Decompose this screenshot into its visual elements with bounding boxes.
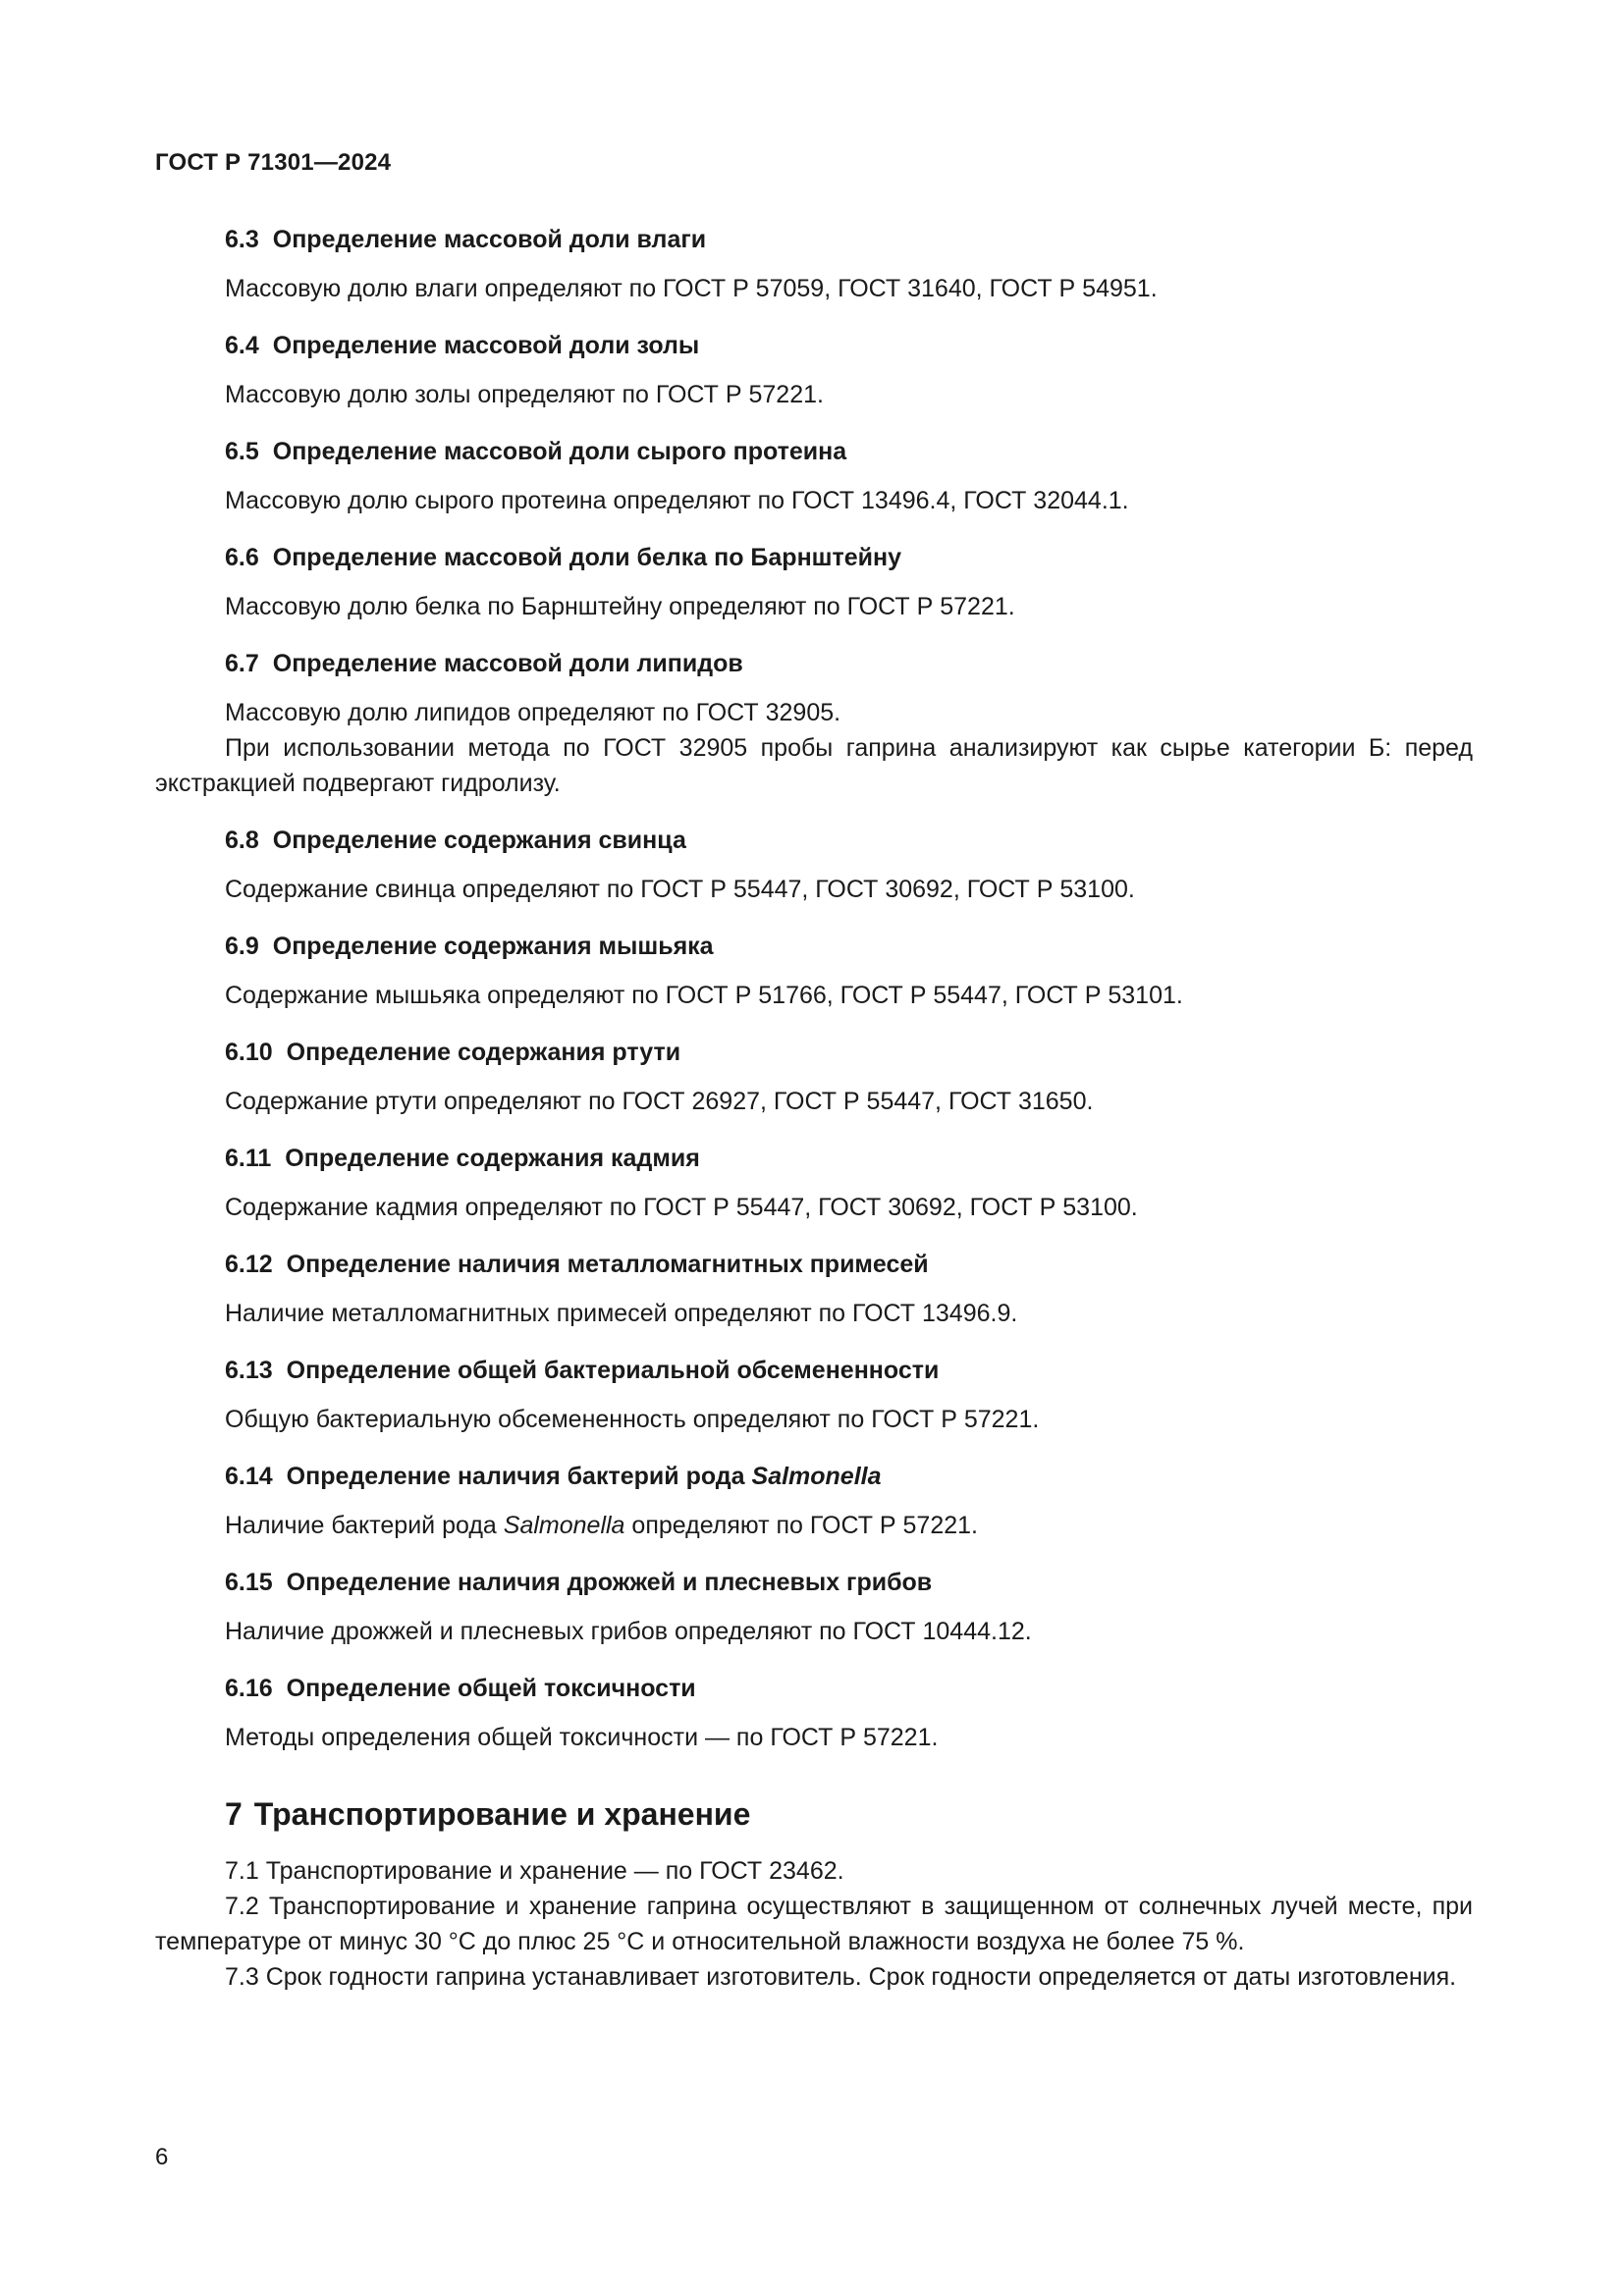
- section-body: Общую бактериальную обсемененность определяют по ГОСТ Р 57221.: [225, 1406, 1040, 1433]
- document-content: [155, 222, 1473, 1995]
- section-number: 6.13: [225, 1357, 273, 1384]
- section-heading: [225, 1353, 1473, 1388]
- section-heading: [225, 1565, 1473, 1600]
- section-body: Содержание кадмия определяют по ГОСТ Р 55447, ГОСТ 30692, ГОСТ Р 53100.: [225, 1194, 1138, 1221]
- section-heading: [225, 1671, 1473, 1706]
- section-heading: [225, 222, 1473, 257]
- section-heading: [225, 823, 1473, 858]
- section-number: 6.7: [225, 650, 259, 677]
- section-body: Содержание мышьяка определяют по ГОСТ Р 51766, ГОСТ Р 55447, ГОСТ Р 53101.: [225, 982, 1183, 1009]
- section-body: Методы определения общей токсичности — по ГОСТ Р 57221.: [225, 1724, 939, 1751]
- section-body: Массовую долю влаги определяют по ГОСТ Р 57059, ГОСТ 31640, ГОСТ Р 54951.: [225, 275, 1158, 302]
- section-heading: [225, 1035, 1473, 1070]
- section-body: Наличие металломагнитных примесей определяют по ГОСТ 13496.9.: [225, 1300, 1018, 1327]
- section-body: Содержание свинца определяют по ГОСТ Р 55447, ГОСТ 30692, ГОСТ Р 53100.: [225, 876, 1135, 903]
- section-number: 6.15: [225, 1569, 273, 1596]
- section-number: 6.8: [225, 827, 259, 854]
- section-title-italic: Salmonella: [751, 1463, 882, 1490]
- section-title: Определение общей бактериальной обсемененности: [286, 1357, 940, 1384]
- section-number: 6.4: [225, 332, 259, 359]
- section-title: Определение содержания свинца: [272, 827, 686, 854]
- section-heading: [225, 1141, 1473, 1176]
- section-number: 6.3: [225, 226, 259, 253]
- section-body: Содержание ртути определяют по ГОСТ 26927, ГОСТ Р 55447, ГОСТ 31650.: [225, 1088, 1094, 1115]
- section-body: Массовую долю белка по Барнштейну определяют по ГОСТ Р 57221.: [225, 593, 1015, 620]
- section-number: 6.10: [225, 1039, 273, 1066]
- section-title: Определение содержания ртути: [286, 1039, 681, 1066]
- section-title: Определение общей токсичности: [286, 1675, 696, 1702]
- chapter-heading: [225, 1794, 1473, 1834]
- section-heading: [225, 434, 1473, 469]
- chapter-paragraph: 7.2 Транспортирование и хранение гаприна осуществляют в защищенном от солнечных лучей месте, при температуре от минус 30 °С до плюс 25 °С и относительной влажности воздуха не более 75 %.: [155, 1893, 1473, 1955]
- page-number: 6: [155, 2144, 169, 2170]
- chapter-number: 7: [225, 1796, 243, 1832]
- section-number: 6.16: [225, 1675, 273, 1702]
- section-number: 6.11: [225, 1145, 272, 1172]
- section-heading: [225, 646, 1473, 681]
- section-title: Определение массовой доли золы: [272, 332, 700, 359]
- chapter-paragraph: 7.3 Срок годности гаприна устанавливает изготовитель. Срок годности определяется от даты изготовления.: [225, 1963, 1457, 1991]
- section-title: Определение массовой доли влаги: [272, 226, 707, 253]
- body-italic: Salmonella: [503, 1512, 625, 1539]
- chapter-body: [155, 1853, 1473, 1995]
- section-body: [225, 1508, 1473, 1543]
- section-body: Массовую долю сырого протеина определяют по ГОСТ 13496.4, ГОСТ 32044.1.: [225, 487, 1129, 514]
- section-body: Наличие дрожжей и плесневых грибов определяют по ГОСТ 10444.12.: [225, 1618, 1032, 1645]
- section-title: Определение наличия бактерий рода: [286, 1463, 745, 1490]
- section-number: 6.14: [225, 1463, 273, 1490]
- section-number: 6.5: [225, 438, 259, 465]
- section-paragraph: При использовании метода по ГОСТ 32905 пробы гаприна анализируют как сырье категории Б: перед экстракцией подвергают гидролизу.: [155, 734, 1473, 797]
- section-paragraph: Массовую долю липидов определяют по ГОСТ 32905.: [225, 699, 841, 726]
- body-prefix: Наличие бактерий рода: [225, 1512, 497, 1539]
- section-body: [155, 695, 1473, 801]
- section-heading: [225, 1459, 1473, 1494]
- body-suffix: определяют по ГОСТ Р 57221.: [631, 1512, 978, 1539]
- section-number: 6.12: [225, 1251, 273, 1278]
- section-title: Определение содержания кадмия: [285, 1145, 700, 1172]
- section-title: Определение наличия металломагнитных примесей: [286, 1251, 929, 1278]
- section-heading: [225, 328, 1473, 363]
- section-number: 6.9: [225, 933, 259, 960]
- chapter-paragraph: 7.1 Транспортирование и хранение — по ГОСТ 23462.: [225, 1857, 844, 1885]
- section-title: Определение содержания мышьяка: [272, 933, 714, 960]
- section-body: Массовую долю золы определяют по ГОСТ Р 57221.: [225, 381, 824, 408]
- section-number: 6.6: [225, 544, 259, 571]
- document-code-header: ГОСТ Р 71301—2024: [155, 149, 392, 176]
- section-heading: [225, 929, 1473, 964]
- section-title: Определение массовой доли сырого протеина: [272, 438, 847, 465]
- section-title: Определение наличия дрожжей и плесневых грибов: [286, 1569, 933, 1596]
- section-heading: [225, 540, 1473, 575]
- section-title: Определение массовой доли липидов: [272, 650, 743, 677]
- chapter-title: Транспортирование и хранение: [253, 1796, 751, 1832]
- section-title: Определение массовой доли белка по Барнштейну: [272, 544, 902, 571]
- section-heading: [225, 1247, 1473, 1282]
